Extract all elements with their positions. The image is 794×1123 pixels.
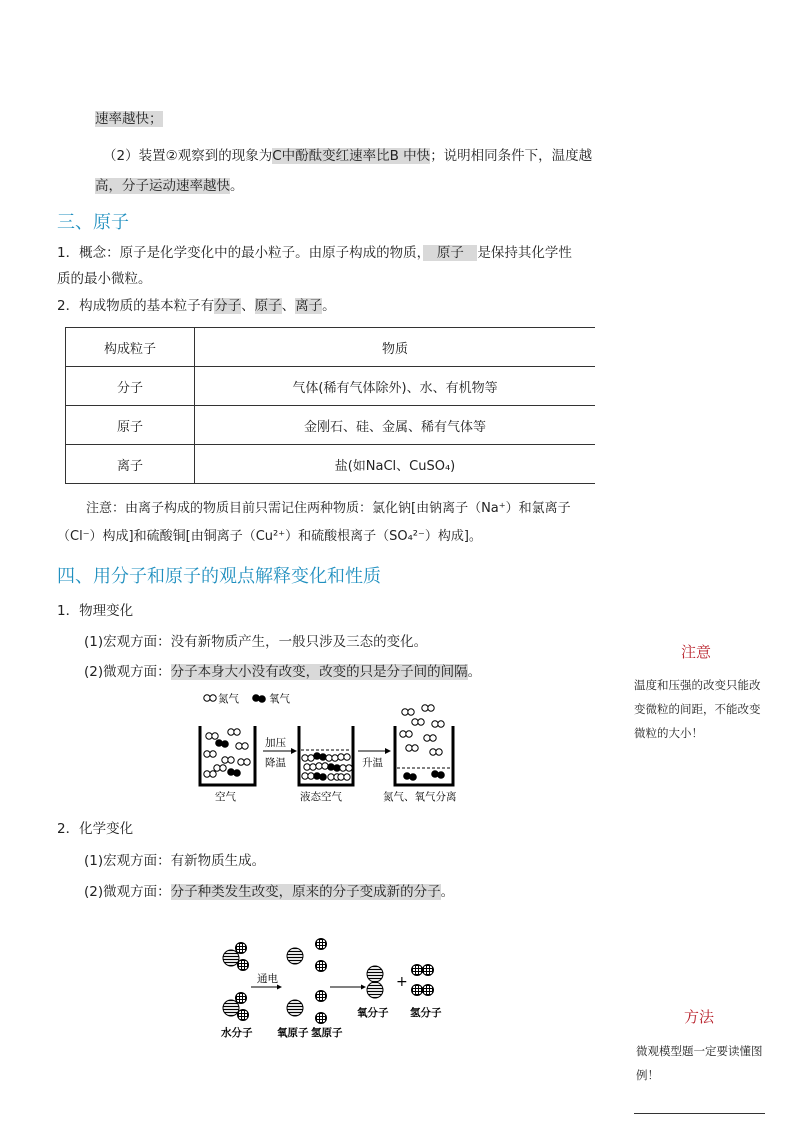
legend-nitrogen: 氮气 xyxy=(218,693,239,705)
table-row xyxy=(66,367,596,406)
physical-macro: (1)宏观方面：没有新物质产生，一般只涉及三态的变化。 xyxy=(84,634,428,650)
answer-fill: 速率越快； xyxy=(95,111,163,127)
water-molecule xyxy=(223,943,249,971)
arrow-head-icon xyxy=(361,985,366,990)
section-heading-explain: 四、用分子和原子的观点解释变化和性质 xyxy=(57,566,381,587)
text-line-1 xyxy=(95,107,163,127)
caption-hydrogen-molecule: 氢分子 xyxy=(410,1007,442,1019)
oxygen-atom xyxy=(287,1000,303,1016)
arrow-label-heat: 升温 xyxy=(362,757,383,769)
chemical-micro xyxy=(84,880,454,900)
table-cell: 金刚石、硅、金属、稀有气体等 xyxy=(195,406,596,445)
oxygen-atom xyxy=(287,948,303,964)
text-fragment: (2)微观方面： xyxy=(84,884,171,900)
caption-hydrogen-atom: 氢原子 xyxy=(311,1027,343,1039)
arrow-label-pressurize: 加压 xyxy=(265,737,286,749)
table-cell: 分子 xyxy=(66,367,195,406)
caption-separated: 氮气、氧气分离 xyxy=(383,791,457,803)
arrow-head-icon xyxy=(385,748,391,754)
text-fragment: 。 xyxy=(467,664,482,680)
side-divider xyxy=(634,1113,765,1114)
text-fragment: 是保持其化学性 xyxy=(477,245,572,261)
chemical-change-title: 2．化学变化 xyxy=(57,821,134,837)
side-method-title: 方法 xyxy=(684,1008,715,1026)
physical-micro xyxy=(84,660,481,680)
physical-change-diagram xyxy=(195,688,485,806)
particles-table xyxy=(65,327,595,484)
concept-line xyxy=(57,241,572,261)
table-header-row xyxy=(66,328,596,367)
text-fragment: （2）装置②观察到的现象为 xyxy=(103,148,273,164)
chemical-macro: (1)宏观方面：有新物质生成。 xyxy=(84,853,266,869)
answer-fill: 原子 xyxy=(423,245,478,261)
text-fragment: 。 xyxy=(230,178,244,194)
electrolysis-diagram xyxy=(215,932,450,1044)
text-fragment: 、 xyxy=(281,298,296,314)
hydrogen-molecule xyxy=(412,965,434,976)
answer-fill: 原子 xyxy=(254,298,282,314)
answer-fill: C中酚酞变红速率比B 中快 xyxy=(272,148,431,164)
note-line-2: （Cl⁻）构成]和硫酸铜[由铜离子（Cu²⁺）和硫酸根离子（SO₄²⁻）构成]。 xyxy=(57,529,482,544)
table-cell: 离子 xyxy=(66,445,195,484)
text-fragment: ；说明相同条件下，温度越 xyxy=(430,148,593,164)
arrow-label-electrolysis: 通电 xyxy=(257,973,278,985)
answer-fill: 离子 xyxy=(295,298,323,314)
hydrogen-atom xyxy=(316,939,327,950)
table-header-cell: 构成粒子 xyxy=(66,328,195,367)
side-note-title: 注意 xyxy=(681,643,712,661)
arrow-head-icon xyxy=(291,748,297,754)
answer-fill: 高，分子运动速率越快 xyxy=(95,178,230,194)
table-row xyxy=(66,445,596,484)
answer-fill: 分子本身大小没有改变，改变的只是分子间的间隔 xyxy=(170,664,468,680)
plus-sign: + xyxy=(396,974,408,990)
nitrogen-legend-icon xyxy=(204,695,216,701)
water-molecule xyxy=(223,993,249,1021)
caption-air: 空气 xyxy=(215,791,236,803)
caption-liquid-air: 液态空气 xyxy=(300,791,342,803)
caption-oxygen-molecule: 氧分子 xyxy=(357,1007,389,1019)
arrow-label-cool: 降温 xyxy=(265,757,286,769)
text-fragment: (2)微观方面： xyxy=(84,664,171,680)
side-note-text: 温度和压强的改变只能改变微粒的间距，不能改变微粒的大小！ xyxy=(634,678,761,740)
side-method-text: 微观模型题一定要读懂图例！ xyxy=(636,1044,763,1082)
text-fragment: 2．构成物质的基本粒子有 xyxy=(57,298,215,314)
answer-fill: 分子 xyxy=(214,298,242,314)
hydrogen-atom xyxy=(316,1013,327,1024)
legend-oxygen: 氧气 xyxy=(269,693,290,705)
caption-water: 水分子 xyxy=(221,1027,253,1039)
answer-fill: 分子种类发生改变，原来的分子变成新的分子 xyxy=(170,884,441,900)
table-cell: 原子 xyxy=(66,406,195,445)
text-fragment: 、 xyxy=(241,298,255,314)
basic-particles-line xyxy=(57,294,336,314)
section-heading-atom: 三、原子 xyxy=(57,212,129,233)
physical-change-title: 1．物理变化 xyxy=(57,603,134,619)
note-line-1: 注意：由离子构成的物质目前只需记住两种物质：氯化钠[由钠离子（Na⁺）和氯离子 xyxy=(86,501,571,516)
text-fragment: 。 xyxy=(440,884,455,900)
oxygen-molecule xyxy=(367,966,383,998)
hydrogen-molecule xyxy=(412,985,434,996)
table-cell: 盐(如NaCl、CuSO₄) xyxy=(195,445,596,484)
text-fragment: 1．概念：原子是化学变化中的最小粒子。由原子构成的物质， xyxy=(57,245,424,261)
table-cell: 气体(稀有气体除外)、水、有机物等 xyxy=(195,367,596,406)
text-line-2 xyxy=(103,144,592,164)
text-line-3 xyxy=(95,174,244,194)
arrow-head-icon xyxy=(277,985,282,990)
concept-line-2: 质的最小微粒。 xyxy=(57,271,152,287)
hydrogen-atom xyxy=(316,961,327,972)
text-fragment: 。 xyxy=(322,298,336,314)
caption-oxygen-atom: 氧原子 xyxy=(277,1027,309,1039)
oxygen-legend-icon xyxy=(252,694,266,703)
table-header-cell: 物质 xyxy=(195,328,596,367)
hydrogen-atom xyxy=(316,991,327,1002)
table-row xyxy=(66,406,596,445)
